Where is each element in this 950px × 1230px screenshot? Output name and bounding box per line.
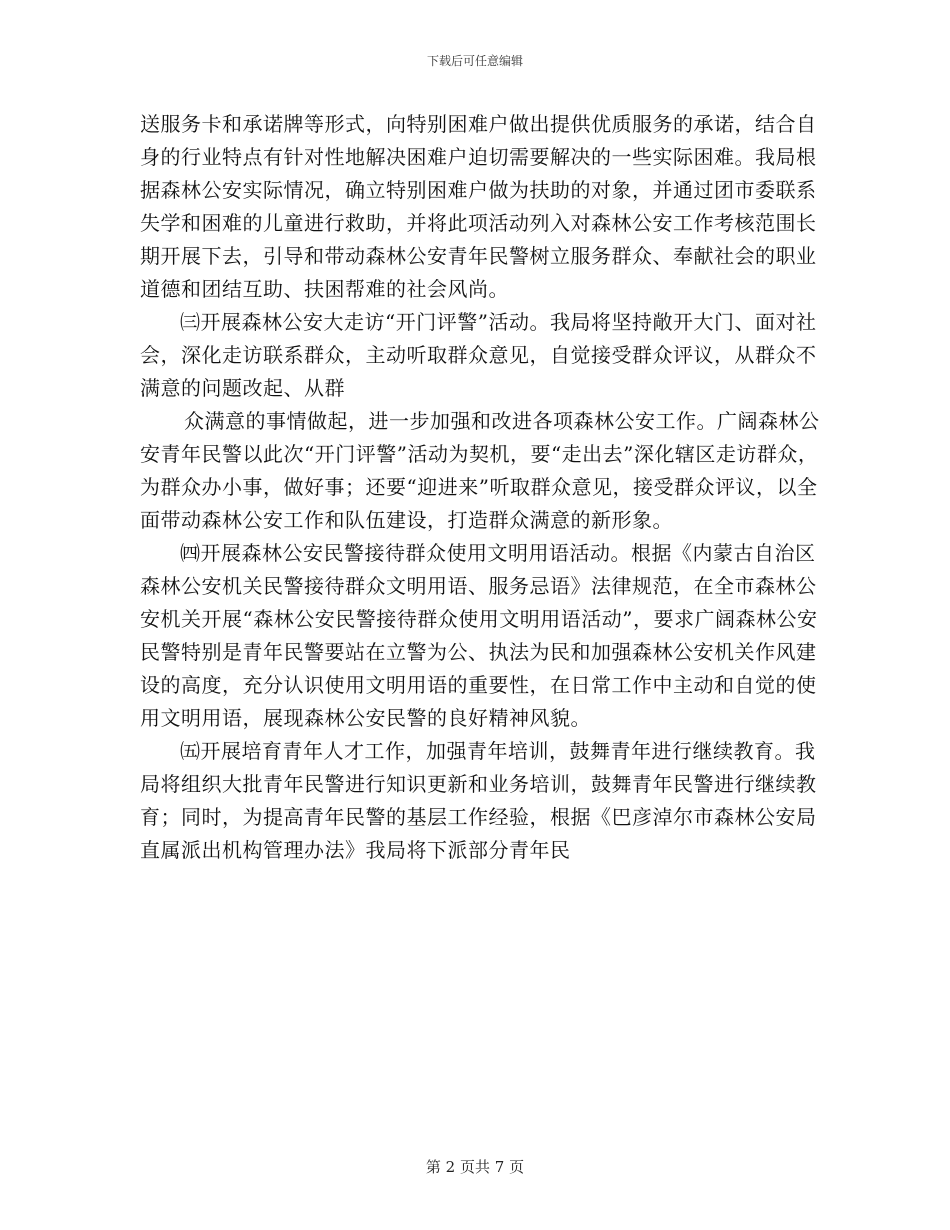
paragraph-1: 送服务卡和承诺牌等形式，向特别困难户做出提供优质服务的承诺，结合自身的行业特点有针对性地解决困难户迫切需要解决的一些实际困难。我局根据森林公安实际情况，确立特别困难户做为扶助的对象，并通过团市委联系失学和困难的儿童进行救助，并将此项活动列入对森林公安工作考核范围长期开展下去，引导和带动森林公安青年民警树立服务群众、奉献社会的职业道德和团结互助、扶困帮难的社会风尚。 [140, 112, 817, 301]
paragraph-2: ㈢开展森林公安大走访“开门评警”活动。我局将坚持敞开大门、面对社会，深化走访联系群众，主动听取群众意见，自觉接受群众评议，从群众不满意的问题改起、从群 [140, 310, 817, 400]
paragraph-4: ㈣开展森林公安民警接待群众使用文明用语活动。根据《内蒙古自治区森林公安机关民警接待群众文明用语、服务忌语》法律规范，在全市森林公安机关开展“森林公安民警接待群众使用文明用语活动”，要求广阔森林公安民警特别是青年民警要站在立警为公、执法为民和加强森林公安机关作风建设的高度，充分认识使用文明用语的重要性，在日常工作中主动和自觉的使用文明用语，展现森林公安民警的良好精神风貌。 [140, 541, 818, 730]
paragraph-5: ㈤开展培育青年人才工作，加强青年培训，鼓舞青年进行继续教育。我局将组织大批青年民警进行知识更新和业务培训，鼓舞青年民警进行继续教育；同时，为提高青年民警的基层工作经验，根据《巴彦淖尔市森林公安局直属派出机构管理办法》我局将下派部分青年民 [140, 739, 817, 862]
paragraph-3: 众满意的事情做起，进一步加强和改进各项森林公安工作。广阔森林公安青年民警以此次“开门评警”活动为契机，要“走出去”深化辖区走访群众，为群众办小事，做好事；还要“迎进来”听取群众意见，接受群众评议，以全面带动森林公安工作和队伍建设，打造群众满意的新形象。 [140, 409, 820, 532]
page-footer: 第 2 页共 7 页 [425, 1158, 525, 1176]
document-body [140, 108, 820, 867]
page-header: 下载后可任意编辑 [426, 54, 523, 68]
